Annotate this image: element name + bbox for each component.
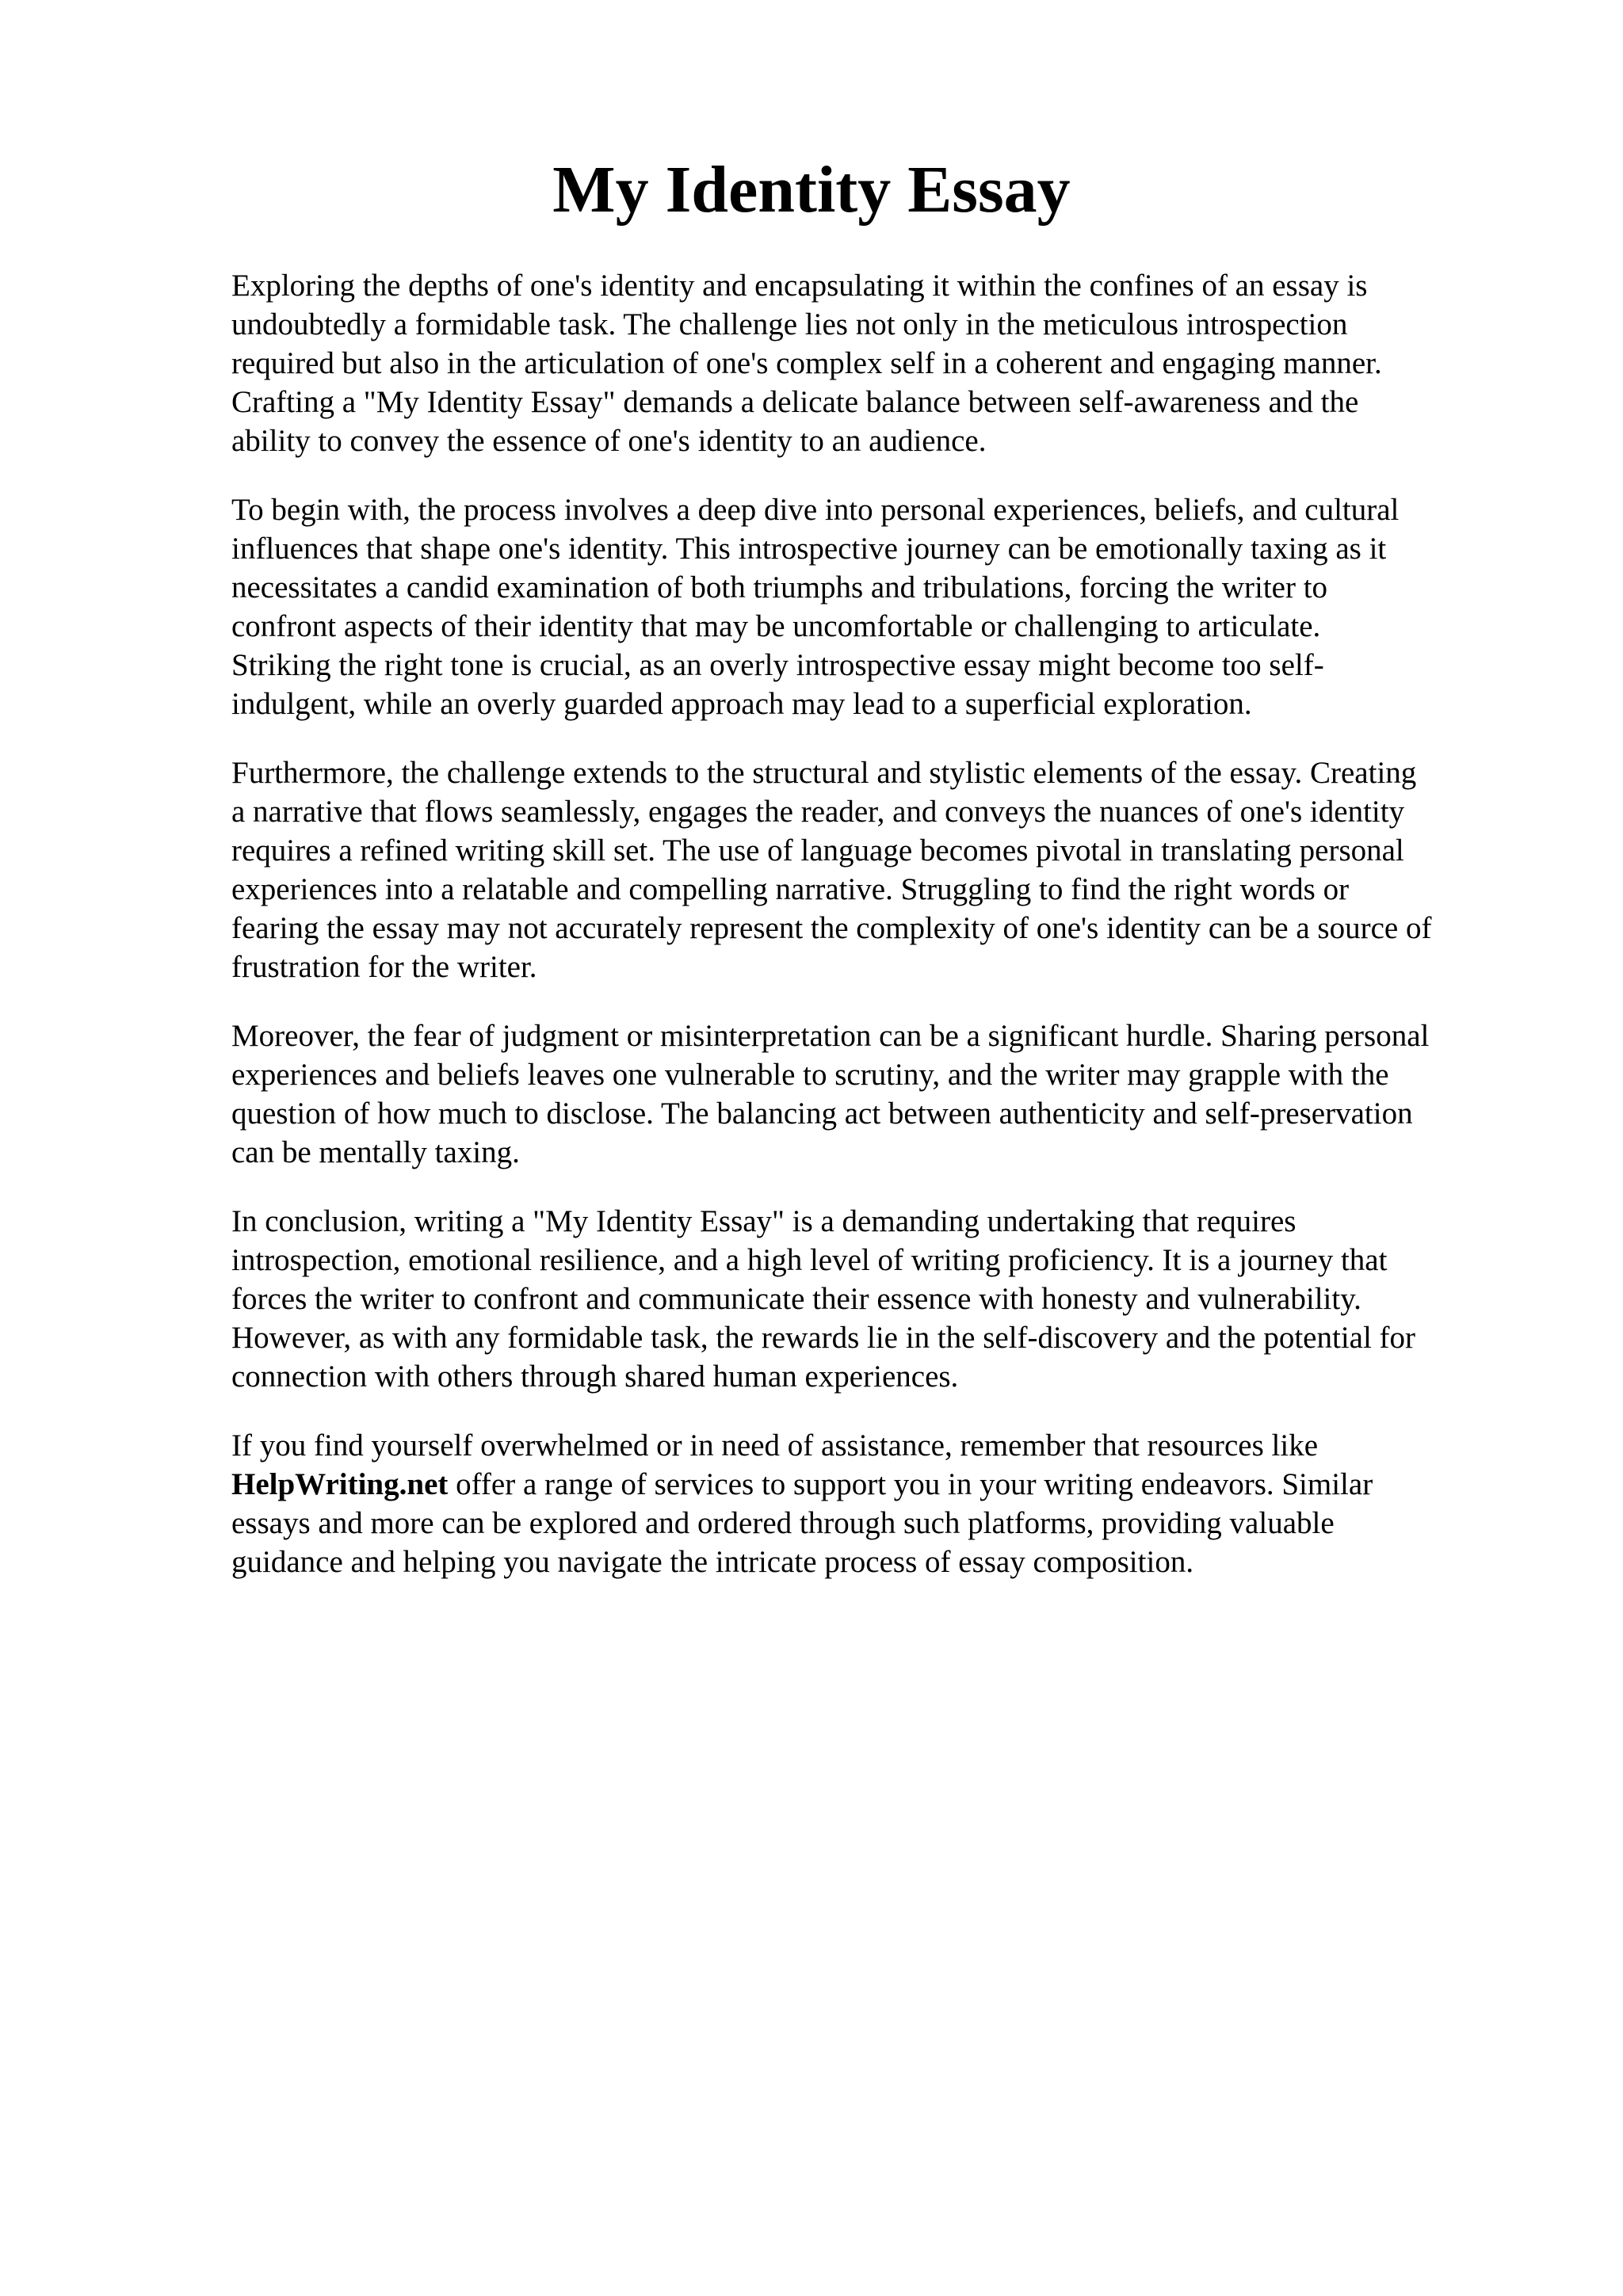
text-line bbox=[231, 1465, 1515, 1504]
text-line: guidance and helping you navigate the intricate process of essay composition. bbox=[231, 1545, 1194, 1579]
text-line: a narrative that flows seamlessly, engages the reader, and conveys the nuances of one's identity bbox=[231, 795, 1405, 829]
text-line: necessitates a candid examination of both triumphs and tribulations, forcing the writer to bbox=[231, 570, 1328, 605]
text-line: experiences and beliefs leaves one vulnerable to scrutiny, and the writer may grapple with the bbox=[231, 1058, 1389, 1092]
paragraph-closing bbox=[231, 1426, 1515, 1581]
text-fragment: offer a range of services to support you in your writing endeavors. Similar bbox=[448, 1467, 1373, 1501]
essay-body bbox=[231, 266, 1515, 1611]
text-line: Crafting a "My Identity Essay" demands a delicate balance between self-awareness and the bbox=[231, 385, 1359, 419]
page-title: My Identity Essay bbox=[552, 153, 1071, 227]
text-line: requires a refined writing skill set. The use of language becomes pivotal in translating personal bbox=[231, 833, 1404, 868]
text-line: can be mentally taxing. bbox=[231, 1135, 520, 1169]
text-line: question of how much to disclose. The balancing act between authenticity and self-preservation bbox=[231, 1097, 1413, 1131]
text-line: connection with others through shared human experiences. bbox=[231, 1360, 959, 1394]
text-line: Moreover, the fear of judgment or misinterpretation can be a significant hurdle. Sharing personal bbox=[231, 1019, 1430, 1053]
text-line: To begin with, the process involves a deep dive into personal experiences, beliefs, and cultural bbox=[231, 493, 1400, 527]
text-line: Exploring the depths of one's identity and encapsulating it within the confines of an essay is bbox=[231, 269, 1368, 303]
paragraph-judgment bbox=[231, 1016, 1515, 1172]
text-line: experiences into a relatable and compelling narrative. Struggling to find the right words or bbox=[231, 872, 1350, 906]
text-line: frustration for the writer. bbox=[231, 950, 537, 984]
brand-name: HelpWriting.net bbox=[231, 1467, 449, 1501]
text-line: Striking the right tone is crucial, as an overly introspective essay might become too self- bbox=[231, 648, 1324, 682]
text-line: However, as with any formidable task, the rewards lie in the self-discovery and the potential for bbox=[231, 1321, 1416, 1355]
text-line: In conclusion, writing a "My Identity Essay" is a demanding undertaking that requires bbox=[231, 1204, 1296, 1238]
text-line: influences that shape one's identity. This introspective journey can be emotionally taxing as it bbox=[231, 532, 1387, 566]
paragraph-intro bbox=[231, 266, 1515, 460]
text-line: undoubtedly a formidable task. The challenge lies not only in the meticulous introspection bbox=[231, 307, 1348, 341]
paragraph-process bbox=[231, 490, 1515, 723]
text-line: Furthermore, the challenge extends to the structural and stylistic elements of the essay. Creating bbox=[231, 756, 1417, 790]
text-line: indulgent, while an overly guarded approach may lead to a superficial exploration. bbox=[231, 687, 1252, 721]
text-line: forces the writer to confront and communicate their essence with honesty and vulnerability. bbox=[231, 1282, 1361, 1316]
text-line: ability to convey the essence of one's identity to an audience. bbox=[231, 424, 987, 458]
text-line: confront aspects of their identity that may be uncomfortable or challenging to articulate. bbox=[231, 609, 1321, 643]
text-line: fearing the essay may not accurately represent the complexity of one's identity can be a source of bbox=[231, 911, 1432, 945]
text-line: required but also in the articulation of one's complex self in a coherent and engaging manner. bbox=[231, 346, 1382, 380]
text-line: essays and more can be explored and ordered through such platforms, providing valuable bbox=[231, 1506, 1335, 1540]
text-line: introspection, emotional resilience, and a high level of writing proficiency. It is a journey that bbox=[231, 1243, 1388, 1277]
paragraph-structure bbox=[231, 753, 1515, 986]
paragraph-conclusion bbox=[231, 1202, 1515, 1396]
text-line: If you find yourself overwhelmed or in need of assistance, remember that resources like bbox=[231, 1428, 1319, 1463]
